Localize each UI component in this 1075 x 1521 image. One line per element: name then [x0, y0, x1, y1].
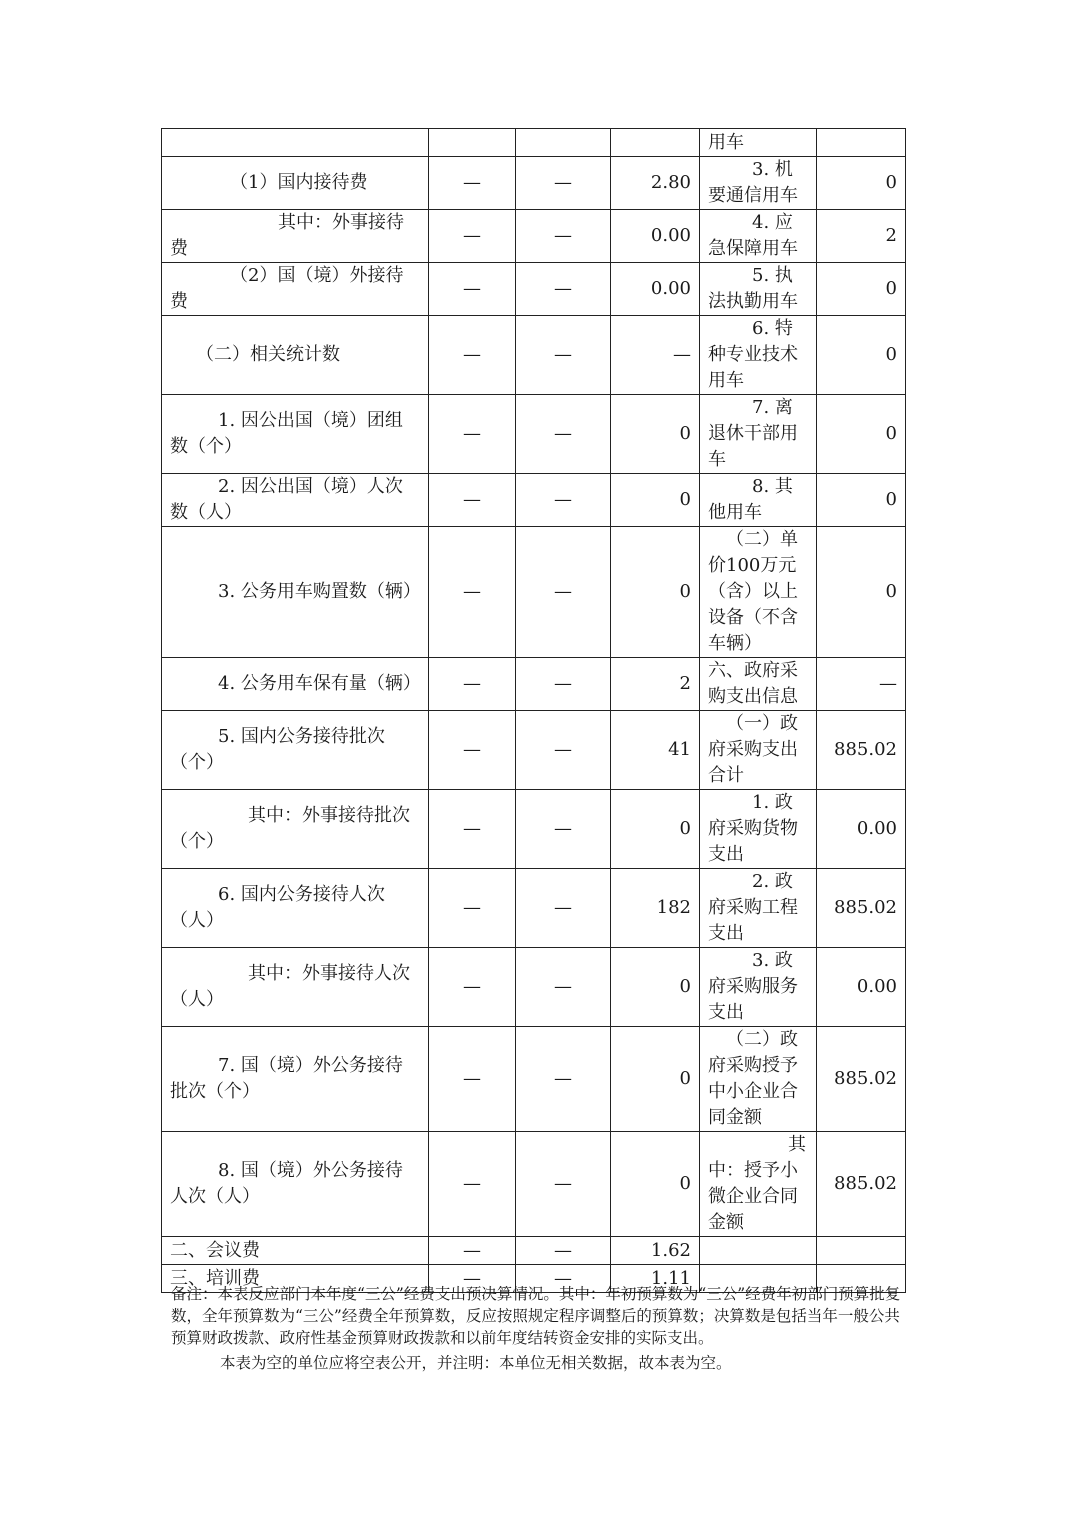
- table-cell-c6: 885.02: [817, 1027, 906, 1132]
- table-cell-c4: 0.00: [611, 263, 700, 316]
- table-cell-c6: —: [817, 658, 906, 711]
- table-row: [162, 263, 906, 316]
- table-cell-c5: 1. 政府采购货物支出: [700, 790, 817, 869]
- table-note: 备注：本表反应部门本年度“三公”经费支出预决算情况。其中：年初预算数为“三公”经费年初部门预算批复数，全年预算数为“三公”经费全年预算数，反应按照规定程序调整后的预算数；决算数是包括当年一般公共预算财政拨款、政府性基金预算财政拨款和以前年度结转资金安排的实际支出。: [171, 1285, 901, 1347]
- table-cell-c2: —: [429, 711, 516, 790]
- table-cell-c2: —: [429, 157, 516, 210]
- table-cell-c1: [162, 129, 429, 157]
- table-cell-c6: 885.02: [817, 869, 906, 948]
- table-cell-c4: [611, 129, 700, 157]
- table-cell-c4: 0: [611, 790, 700, 869]
- table-cell-c2: —: [429, 1237, 516, 1265]
- table-cell-c1: 2. 因公出国（境）人次数（人）: [162, 474, 429, 527]
- table-row: [162, 210, 906, 263]
- table-cell-c1: 1. 因公出国（境）团组数（个）: [162, 395, 429, 474]
- table-cell-c5: [700, 1237, 817, 1265]
- table-row: [162, 316, 906, 395]
- table-cell-c4: 0: [611, 527, 700, 658]
- table-cell-c6: 0: [817, 263, 906, 316]
- table-cell-c3: —: [516, 263, 611, 316]
- table-cell-c5: 7. 离退休干部用车: [700, 395, 817, 474]
- table-cell-c5: 4. 应急保障用车: [700, 210, 817, 263]
- table-cell-c4: 182: [611, 869, 700, 948]
- table-cell-c4: 0.00: [611, 210, 700, 263]
- table-cell-c3: —: [516, 395, 611, 474]
- table-row: [162, 869, 906, 948]
- table-row: [162, 711, 906, 790]
- table-cell-c6: 885.02: [817, 711, 906, 790]
- table-cell-c1: （二）相关统计数: [162, 316, 429, 395]
- table-cell-c6: [817, 129, 906, 157]
- table-row: [162, 1027, 906, 1132]
- table-cell-c3: —: [516, 210, 611, 263]
- table-cell-c4: —: [611, 316, 700, 395]
- table-cell-c3: —: [516, 790, 611, 869]
- table-row: [162, 527, 906, 658]
- table-cell-c2: —: [429, 790, 516, 869]
- table-cell-c3: —: [516, 1265, 611, 1293]
- table-cell-c1: 6. 国内公务接待人次（人）: [162, 869, 429, 948]
- table-cell-c4: 2: [611, 658, 700, 711]
- expense-table: [161, 128, 906, 1293]
- table-cell-c1: 5. 国内公务接待批次（个）: [162, 711, 429, 790]
- table-cell-c2: —: [429, 316, 516, 395]
- table-cell-c4: 0: [611, 1027, 700, 1132]
- table-cell-c5: 3. 机要通信用车: [700, 157, 817, 210]
- table-row: [162, 395, 906, 474]
- table-cell-c2: —: [429, 658, 516, 711]
- table-cell-c2: —: [429, 948, 516, 1027]
- table-cell-c6: 2: [817, 210, 906, 263]
- table-cell-c3: —: [516, 1132, 611, 1237]
- table-cell-c1: 二、会议费: [162, 1237, 429, 1265]
- table-cell-c4: 0: [611, 395, 700, 474]
- table-cell-c1: 3. 公务用车购置数（辆）: [162, 527, 429, 658]
- table-cell-c5: （一）政府采购支出合计: [700, 711, 817, 790]
- table-cell-c3: —: [516, 869, 611, 948]
- table-cell-c4: 0: [611, 474, 700, 527]
- table-cell-c6: 0: [817, 527, 906, 658]
- table-cell-c1: （1）国内接待费: [162, 157, 429, 210]
- table-cell-c3: —: [516, 1027, 611, 1132]
- table-cell-c3: —: [516, 527, 611, 658]
- table-cell-c5: 3. 政府采购服务支出: [700, 948, 817, 1027]
- table-cell-c6: 0: [817, 157, 906, 210]
- table-row: [162, 948, 906, 1027]
- table-cell-c1: 4. 公务用车保有量（辆）: [162, 658, 429, 711]
- table-cell-c5: （二）政府采购授予中小企业合同金额: [700, 1027, 817, 1132]
- table-cell-c6: [817, 1237, 906, 1265]
- table-row: [162, 129, 906, 157]
- table-row: [162, 658, 906, 711]
- table-cell-c5: （二）单价100万元（含）以上设备（不含车辆）: [700, 527, 817, 658]
- table-cell-c4: 0: [611, 948, 700, 1027]
- table-cell-c2: —: [429, 1027, 516, 1132]
- table-cell-c1: 其中：外事接待人次（人）: [162, 948, 429, 1027]
- table-row: [162, 790, 906, 869]
- table-cell-c4: 41: [611, 711, 700, 790]
- table-cell-c2: —: [429, 869, 516, 948]
- table-cell-c3: [516, 129, 611, 157]
- table-row: [162, 474, 906, 527]
- empty-table-note: 本表为空的单位应将空表公开，并注明：本单位无相关数据，故本表为空。: [220, 1354, 732, 1372]
- table-cell-c2: —: [429, 210, 516, 263]
- table-cell-c1: （2）国（境）外接待费: [162, 263, 429, 316]
- table-cell-c2: —: [429, 474, 516, 527]
- table-cell-c1: 三、培训费: [162, 1265, 429, 1293]
- table-cell-c2: —: [429, 1132, 516, 1237]
- table-cell-c5: 5. 执法执勤用车: [700, 263, 817, 316]
- table-cell-c6: 0.00: [817, 948, 906, 1027]
- table-cell-c6: 0: [817, 395, 906, 474]
- table-cell-c2: [429, 129, 516, 157]
- table-cell-c3: —: [516, 1237, 611, 1265]
- table-cell-c3: —: [516, 658, 611, 711]
- table-row: [162, 1237, 906, 1265]
- table-cell-c5: 6. 特种专业技术用车: [700, 316, 817, 395]
- table-cell-c1: 其中：外事接待费: [162, 210, 429, 263]
- table-cell-c5: 六、政府采购支出信息: [700, 658, 817, 711]
- table-cell-c2: —: [429, 395, 516, 474]
- table-cell-c3: —: [516, 157, 611, 210]
- table-cell-c3: —: [516, 316, 611, 395]
- table-cell-c2: —: [429, 263, 516, 316]
- table-cell-c1: 7. 国（境）外公务接待批次（个）: [162, 1027, 429, 1132]
- table-row: [162, 157, 906, 210]
- table-cell-c3: —: [516, 948, 611, 1027]
- table-cell-c1: 8. 国（境）外公务接待人次（人）: [162, 1132, 429, 1237]
- table-cell-c4: 2.80: [611, 157, 700, 210]
- table-cell-c5: 用车: [700, 129, 817, 157]
- table-cell-c3: —: [516, 711, 611, 790]
- table-cell-c5: 其中：授予小微企业合同金额: [700, 1132, 817, 1237]
- table-cell-c3: —: [516, 474, 611, 527]
- table-cell-c5: 2. 政府采购工程支出: [700, 869, 817, 948]
- table-cell-c1: 其中：外事接待批次（个）: [162, 790, 429, 869]
- table-cell-c2: —: [429, 527, 516, 658]
- table-cell-c6: 0: [817, 316, 906, 395]
- table-cell-c4: 0: [611, 1132, 700, 1237]
- table-cell-c6: 885.02: [817, 1132, 906, 1237]
- table-row: [162, 1132, 906, 1237]
- table-cell-c6: 0: [817, 474, 906, 527]
- table-cell-c4: 1.62: [611, 1237, 700, 1265]
- table-cell-c4: 1.11: [611, 1265, 700, 1293]
- table-cell-c6: 0.00: [817, 790, 906, 869]
- table-cell-c2: —: [429, 1265, 516, 1293]
- table-cell-c5: 8. 其他用车: [700, 474, 817, 527]
